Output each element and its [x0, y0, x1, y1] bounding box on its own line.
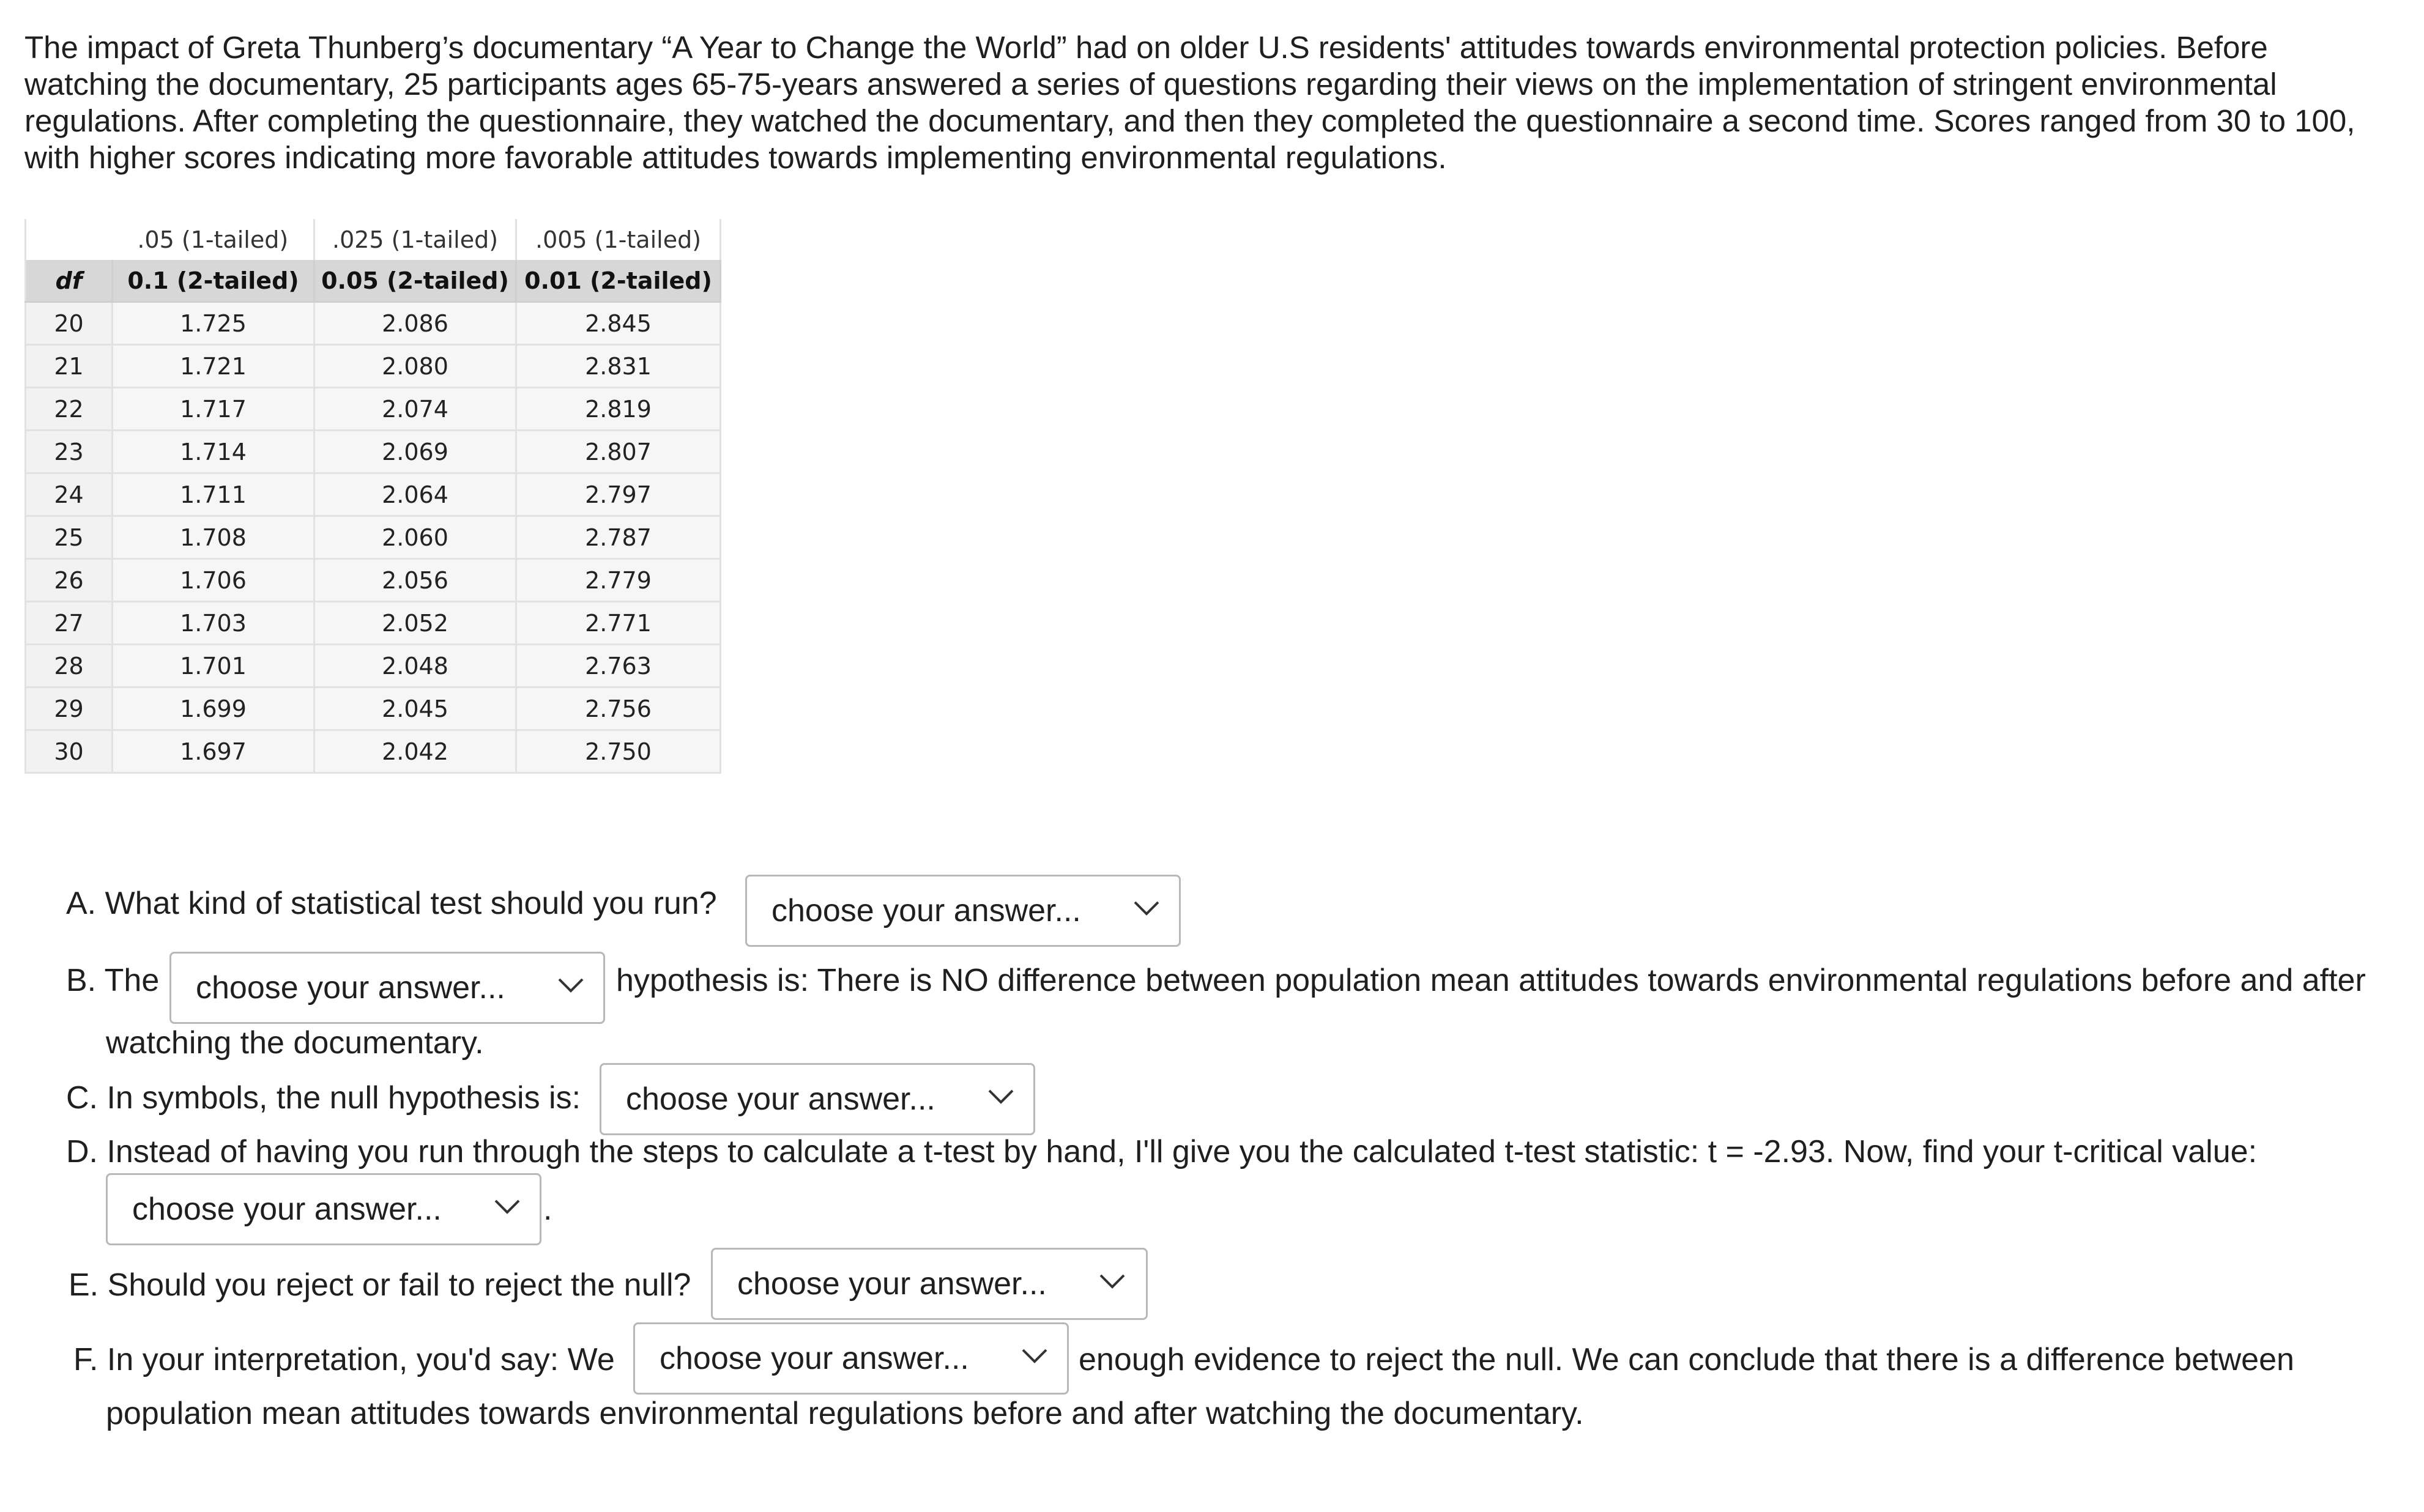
critical-value-cell: 1.706	[113, 559, 314, 602]
table-body	[26, 302, 721, 773]
question-f-suffix: enough evidence to reject the null. We can conclude that there is a difference between	[1079, 1342, 2294, 1377]
question-d-period: .	[543, 1191, 552, 1227]
critical-value-cell: 2.756	[516, 687, 721, 730]
critical-value-cell: 2.080	[314, 345, 516, 388]
critical-value-cell: 2.831	[516, 345, 721, 388]
question-b-dropdown[interactable]	[169, 952, 605, 1024]
critical-value-cell: 2.048	[314, 645, 516, 687]
critical-value-cell: 1.708	[113, 516, 314, 559]
dropdown-placeholder: choose your answer...	[626, 1081, 935, 1117]
table-row	[26, 730, 721, 773]
critical-value-cell: 2.086	[314, 302, 516, 345]
question-f-continuation: population mean attitudes towards environmental regulations before and after watching the documentary.	[106, 1396, 1584, 1431]
critical-value-cell: 2.787	[516, 516, 721, 559]
question-b-suffix: hypothesis is: There is NO difference between population mean attitudes towards environmental regulations before and after	[616, 963, 2366, 998]
critical-value-cell: 2.052	[314, 602, 516, 645]
problem-intro: The impact of Greta Thunberg’s documentary “A Year to Change the World” had on older U.S residents' attitudes towards environmental protection policies. Before watching the documentary, 25 participants ages 65-75-years answered a series of questions regarding their views on the implementation of stringent environmental regulations. After completing the questionnaire, they watched the documentary, and then they completed the questionnaire a second time. Scores ranged from 30 to 100, with higher scores indicating more favorable attitudes towards implementing environmental regulations.	[24, 30, 2355, 175]
table-row	[26, 516, 721, 559]
question-f-dropdown[interactable]	[633, 1322, 1069, 1395]
table-row	[26, 431, 721, 473]
df-cell: 23	[26, 431, 113, 473]
table-row	[26, 302, 721, 345]
dropdown-placeholder: choose your answer...	[660, 1341, 969, 1376]
chevron-down-icon	[987, 1087, 1015, 1105]
chevron-down-icon	[1021, 1346, 1049, 1365]
table-row	[26, 388, 721, 431]
question-a-dropdown[interactable]	[745, 875, 1181, 947]
dropdown-placeholder: choose your answer...	[737, 1266, 1047, 1302]
table-row	[26, 473, 721, 516]
table-header-two-tailed: 0.01 (2-tailed)	[516, 260, 721, 302]
table-header-one-tailed: .025 (1-tailed)	[314, 219, 516, 260]
critical-value-cell: 1.725	[113, 302, 314, 345]
table-row	[26, 559, 721, 602]
critical-value-cell: 2.763	[516, 645, 721, 687]
t-critical-values-table	[24, 219, 721, 774]
critical-value-cell: 2.069	[314, 431, 516, 473]
table-header-one-tailed: .005 (1-tailed)	[516, 219, 721, 260]
table-top-header-row	[26, 219, 721, 260]
df-cell: 21	[26, 345, 113, 388]
table-header-df: df	[26, 260, 113, 302]
critical-value-cell: 1.721	[113, 345, 314, 388]
critical-value-cell: 1.714	[113, 431, 314, 473]
df-cell: 20	[26, 302, 113, 345]
chevron-down-icon	[1132, 899, 1161, 917]
critical-value-cell: 1.717	[113, 388, 314, 431]
table-header-two-tailed: 0.1 (2-tailed)	[113, 260, 314, 302]
critical-value-cell: 2.056	[314, 559, 516, 602]
dropdown-placeholder: choose your answer...	[132, 1191, 442, 1227]
critical-value-cell: 2.779	[516, 559, 721, 602]
critical-value-cell: 2.771	[516, 602, 721, 645]
df-cell: 25	[26, 516, 113, 559]
question-b-continuation: watching the documentary.	[106, 1025, 484, 1061]
critical-value-cell: 1.697	[113, 730, 314, 773]
critical-value-cell: 2.807	[516, 431, 721, 473]
critical-value-cell: 1.703	[113, 602, 314, 645]
question-c-dropdown[interactable]	[600, 1063, 1035, 1135]
question-a: A. What kind of statistical test should you run?	[66, 886, 717, 921]
table-row	[26, 602, 721, 645]
table-row	[26, 687, 721, 730]
question-d-dropdown[interactable]	[106, 1173, 541, 1245]
table-sub-header-row	[26, 260, 721, 302]
chevron-down-icon	[557, 976, 585, 994]
critical-value-cell: 2.060	[314, 516, 516, 559]
critical-value-cell: 2.797	[516, 473, 721, 516]
dropdown-placeholder: choose your answer...	[771, 893, 1081, 928]
critical-value-cell: 2.074	[314, 388, 516, 431]
dropdown-placeholder: choose your answer...	[196, 970, 505, 1006]
critical-value-cell: 2.750	[516, 730, 721, 773]
critical-value-cell: 2.064	[314, 473, 516, 516]
critical-value-cell: 1.711	[113, 473, 314, 516]
critical-value-cell: 2.045	[314, 687, 516, 730]
question-f-prefix: F. In your interpretation, you'd say: We	[73, 1342, 615, 1377]
critical-value-cell: 2.042	[314, 730, 516, 773]
table-row	[26, 645, 721, 687]
question-b-prefix: B. The	[66, 963, 160, 998]
df-cell: 27	[26, 602, 113, 645]
critical-value-cell: 1.699	[113, 687, 314, 730]
critical-value-cell: 2.845	[516, 302, 721, 345]
table-header-two-tailed: 0.05 (2-tailed)	[314, 260, 516, 302]
df-cell: 24	[26, 473, 113, 516]
question-d: D. Instead of having you run through the steps to calculate a t-test by hand, I'll give you the calculated t-test statistic: t = -2.93. Now, find your t-critical value:	[66, 1134, 2258, 1169]
question-e: E. Should you reject or fail to reject the null?	[69, 1267, 691, 1303]
question-c: C. In symbols, the null hypothesis is:	[66, 1080, 581, 1116]
critical-value-cell: 1.701	[113, 645, 314, 687]
table-row	[26, 345, 721, 388]
df-cell: 28	[26, 645, 113, 687]
chevron-down-icon	[493, 1197, 521, 1215]
critical-value-cell: 2.819	[516, 388, 721, 431]
chevron-down-icon	[1098, 1272, 1126, 1290]
table-header-one-tailed: .05 (1-tailed)	[113, 219, 314, 260]
question-e-dropdown[interactable]	[711, 1248, 1148, 1320]
df-cell: 30	[26, 730, 113, 773]
df-cell: 22	[26, 388, 113, 431]
df-cell: 26	[26, 559, 113, 602]
df-cell: 29	[26, 687, 113, 730]
table-corner-cell	[26, 219, 113, 260]
